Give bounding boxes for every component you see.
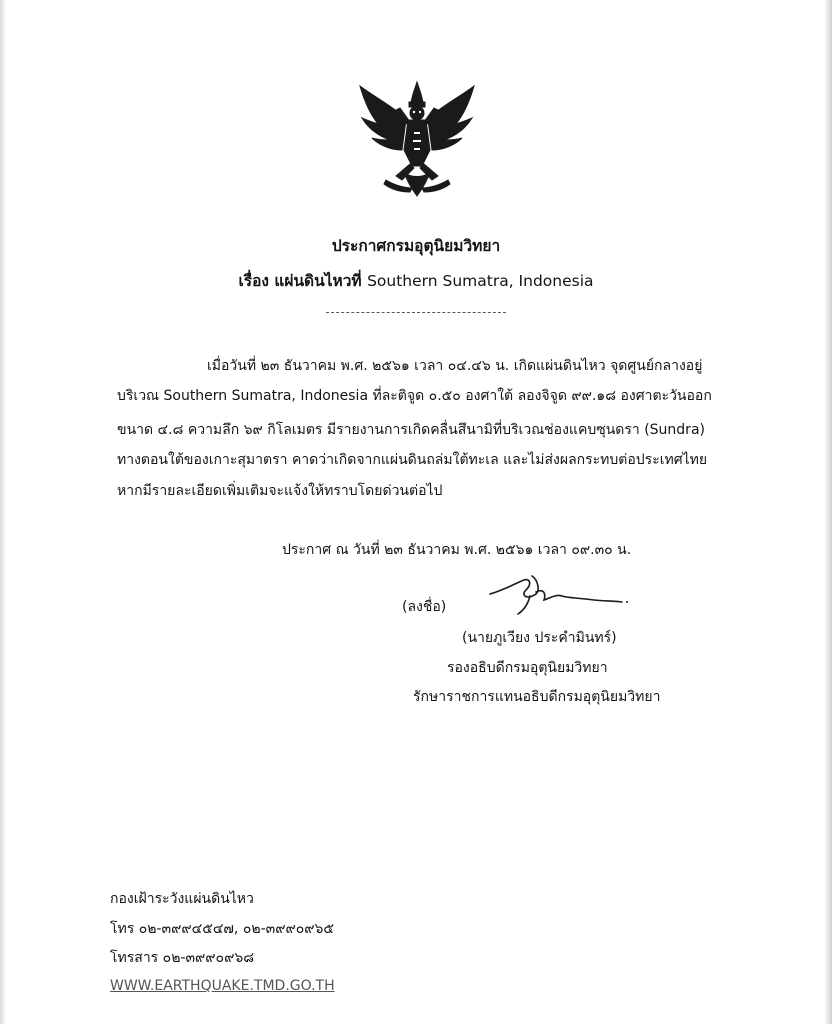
- body-line-5: หากมีรายละเอียดเพิ่มเติมจะแจ้งให้ทราบโดยด่วนต่อไป: [117, 483, 443, 499]
- signer-position-1: รองอธิบดีกรมอุตุนิยมวิทยา: [447, 660, 608, 676]
- footer-fax: โทรสาร ๐๒-๓๙๙๐๙๖๘: [110, 950, 255, 966]
- signer-name: (นายภูเวียง ประคำมินทร์): [462, 630, 617, 646]
- subject-prefix: เรื่อง แผ่นดินไหวที่: [238, 272, 362, 290]
- footer-website-link[interactable]: WWW.EARTHQUAKE.TMD.GO.TH: [110, 978, 335, 994]
- body-line-1: เมื่อวันที่ ๒๓ ธันวาคม พ.ศ. ๒๕๖๑ เวลา ๐๔.๔๖ น. เกิดแผ่นดินไหว จุดศูนย์กลางอยู่: [207, 358, 703, 374]
- footer-phone: โทร ๐๒-๓๙๙๔๕๔๗, ๐๒-๓๙๙๐๙๖๕: [110, 921, 335, 937]
- handwritten-signature: [484, 570, 634, 620]
- body-line-2: บริเวณ Southern Sumatra, Indonesia ที่ละติจูด ๐.๕๐ องศาใต้ ลองจิจูด ๙๙.๑๘ องศาตะวันออก: [117, 388, 712, 404]
- page-edge-shadow-right: [824, 0, 832, 1024]
- subject-location: Southern Sumatra, Indonesia: [367, 272, 594, 290]
- page-edge-shadow-left: [0, 0, 6, 1024]
- signature-label: (ลงชื่อ): [402, 599, 447, 615]
- title-divider: [326, 312, 506, 313]
- body-line-4: ทางตอนใต้ของเกาะสุมาตรา คาดว่าเกิดจากแผ่นดินถล่มใต้ทะเล และไม่ส่งผลกระทบต่อประเทศไทย: [117, 452, 708, 468]
- announcement-date: ประกาศ ณ วันที่ ๒๓ ธันวาคม พ.ศ. ๒๕๖๑ เวลา ๐๙.๓๐ น.: [282, 542, 632, 558]
- announcement-subject: [0, 271, 832, 291]
- body-line-3: ขนาด ๔.๘ ความลึก ๖๙ กิโลเมตร มีรายงานการเกิดคลื่นสึนามิที่บริเวณช่องแคบซุนดรา (Sundra): [117, 422, 705, 438]
- signer-position-2: รักษาราชการแทนอธิบดีกรมอุตุนิยมวิทยา: [413, 689, 661, 705]
- footer-division: กองเฝ้าระวังแผ่นดินไหว: [110, 891, 254, 907]
- garuda-emblem-icon: [356, 80, 478, 198]
- announcement-title: ประกาศกรมอุตุนิยมวิทยา: [331, 237, 501, 255]
